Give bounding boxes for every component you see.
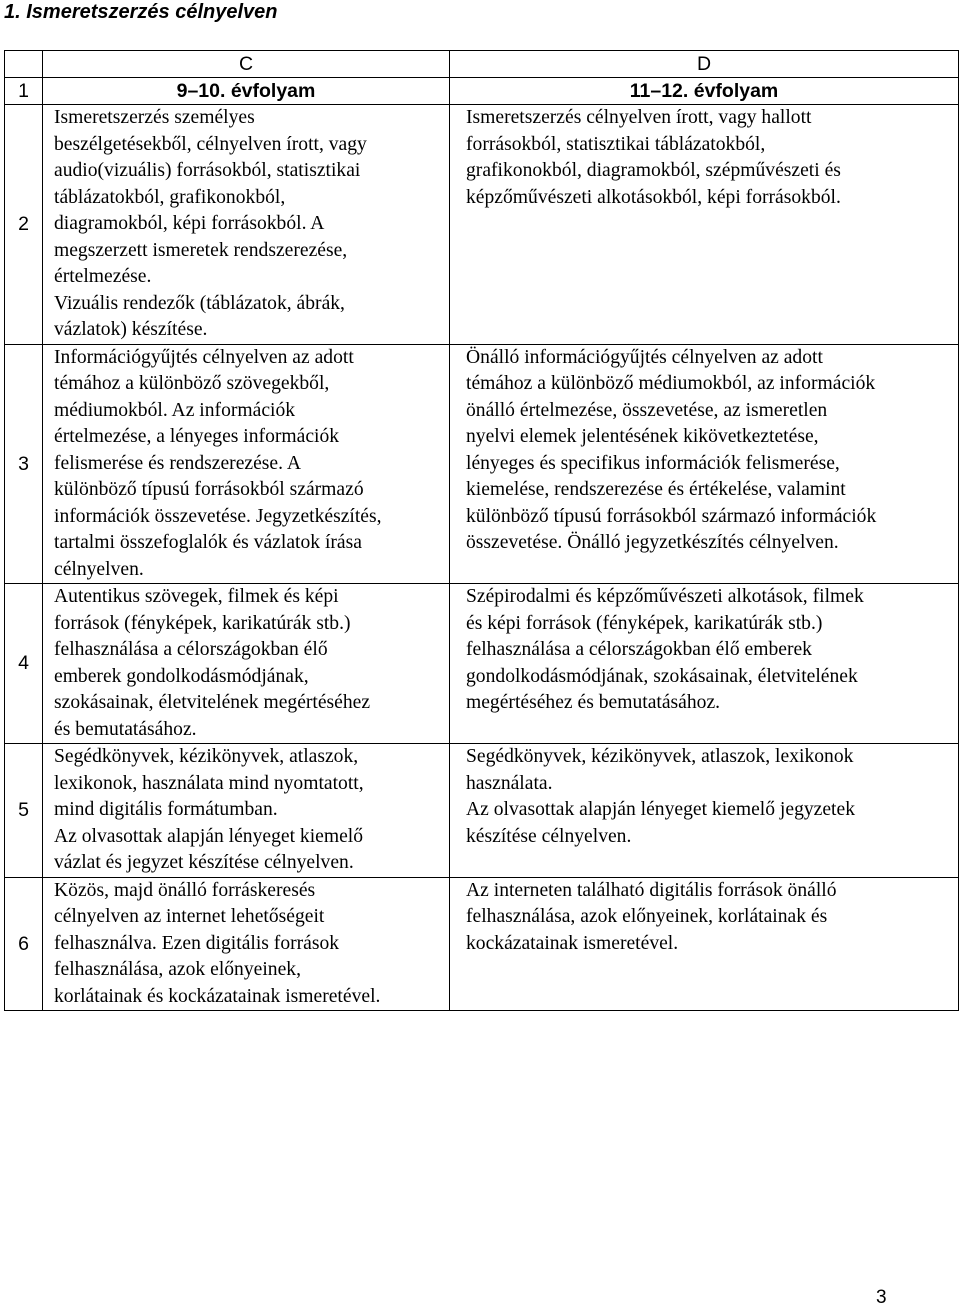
grade-9-10-cell	[43, 744, 450, 878]
cell-text-line: Szépirodalmi és képzőművészeti alkotások, filmek	[466, 586, 864, 607]
cell-text-line: megértéséhez és bemutatásához.	[466, 692, 721, 713]
cell-text-line: felhasználása a célországokban élő emberek	[466, 639, 812, 660]
cell-text-line: kiemelése, rendszerezése és értékelése, valamint	[466, 479, 846, 500]
row-number: 6	[5, 877, 43, 1011]
cell-text-line: célnyelven.	[54, 558, 144, 580]
grade-11-12-cell	[450, 344, 959, 584]
cell-text-line: diagramokból, képi forrásokból. A	[54, 213, 325, 234]
cell-text-line: és bemutatásához.	[54, 718, 197, 740]
cell-text-line: témához a különböző szövegekből,	[54, 373, 330, 394]
cell-text-line: korlátainak és kockázatainak ismeretével.	[54, 985, 381, 1007]
row-number: 2	[5, 105, 43, 345]
cell-text-line: audio(vizuális) forrásokból, statisztikai	[54, 160, 361, 181]
cell-text-line: használata.	[466, 772, 553, 794]
grade-11-12-cell	[450, 877, 959, 1011]
column-d-header: D	[450, 51, 959, 78]
cell-text-line: lényeges és specifikus információk felismerése,	[466, 452, 840, 474]
grade-9-10-cell	[43, 877, 450, 1011]
table-row	[5, 105, 959, 345]
row-number: 5	[5, 744, 43, 878]
cell-text-line: Segédkönyvek, kézikönyvek, atlaszok,	[54, 746, 359, 767]
table-row	[5, 877, 959, 1011]
row-number: 3	[5, 344, 43, 584]
cell-text-line: forrásokból, statisztikai táblázatokból,	[466, 133, 766, 155]
cell-text-line: források (fényképek, karikatúrák stb.)	[54, 612, 351, 634]
curriculum-table	[4, 50, 959, 1011]
cell-text-line: Ismeretszerzés személyes	[54, 107, 255, 128]
cell-text-line: beszélgetésekből, célnyelven írott, vagy	[54, 133, 367, 155]
table-row	[5, 744, 959, 878]
cell-text-line: vázlat és jegyzet készítése célnyelven.	[54, 852, 354, 873]
cell-text-line: felhasználva. Ezen digitális források	[54, 932, 340, 954]
cell-text-line: felhasználása, azok előnyeinek,	[54, 959, 301, 980]
cell-text-line: gondolkodásmódjának, szokásainak, életvitelének	[466, 665, 858, 687]
cell-text-line: értelmezése.	[54, 266, 152, 287]
cell-text-line: Autentikus szövegek, filmek és képi	[54, 586, 339, 607]
grade-11-12-cell	[450, 584, 959, 744]
cell-text-line: készítése célnyelven.	[466, 825, 632, 847]
cell-text-line: kockázatainak ismeretével.	[466, 932, 679, 954]
cell-text-line: Segédkönyvek, kézikönyvek, atlaszok, lexikonok	[466, 746, 854, 767]
cell-text-line: felismerése és rendszerezése. A	[54, 452, 301, 474]
table-row	[5, 584, 959, 744]
section-heading: 1. Ismeretszerzés célnyelven	[4, 1, 278, 23]
cell-text-line: nyelvi elemek jelentésének kikövetkeztetése,	[466, 426, 819, 447]
row-number-header	[5, 51, 43, 78]
cell-text-line: összevetése. Önálló jegyzetkészítés célnyelven.	[466, 532, 839, 553]
column-letter-row	[5, 51, 959, 78]
cell-text-line: célnyelven az internet lehetőségeit	[54, 906, 325, 927]
cell-text-line: megszerzett ismeretek rendszerezése,	[54, 239, 348, 261]
cell-text-line: tartalmi összefoglalók és vázlatok írása	[54, 532, 362, 553]
grade-11-12-cell	[450, 744, 959, 878]
cell-text-line: Az olvasottak alapján lényeget kiemelő jegyzetek	[466, 799, 855, 820]
cell-text-line: képzőművészeti alkotásokból, képi forrásokból.	[466, 186, 841, 208]
cell-text-line: szokásainak, életvitelének megértéséhez	[54, 692, 371, 713]
cell-text-line: különböző típusú forrásokból származó	[54, 479, 364, 500]
cell-text-line: grafikonokból, diagramokból, szépművészeti és	[466, 160, 841, 181]
cell-text-line: értelmezése, a lényeges információk	[54, 426, 340, 447]
cell-text-line: táblázatokból, grafikonokból,	[54, 186, 286, 208]
row-number: 4	[5, 584, 43, 744]
cell-text-line: médiumokból. Az információk	[54, 399, 296, 421]
grade-c-label: 9–10. évfolyam	[43, 78, 450, 105]
cell-text-line: lexikonok, használata mind nyomtatott,	[54, 772, 364, 794]
cell-text-line: Az olvasottak alapján lényeget kiemelő	[54, 825, 364, 847]
grade-9-10-cell	[43, 344, 450, 584]
row-number: 1	[5, 78, 43, 105]
column-c-header: C	[43, 51, 450, 78]
cell-text-line: Ismeretszerzés célnyelven írott, vagy hallott	[466, 107, 812, 128]
cell-text-line: mind digitális formátumban.	[54, 799, 278, 820]
grade-9-10-cell	[43, 584, 450, 744]
grade-9-10-cell	[43, 105, 450, 345]
cell-text-line: információk összevetése. Jegyzetkészítés,	[54, 505, 382, 527]
cell-text-line: témához a különböző médiumokból, az információk	[466, 373, 876, 394]
cell-text-line: felhasználása, azok előnyeinek, korlátainak és	[466, 906, 828, 927]
cell-text-line: önálló értelmezése, összevetése, az ismeretlen	[466, 399, 828, 421]
cell-text-line: vázlatok) készítése.	[54, 319, 208, 340]
grade-d-label: 11–12. évfolyam	[450, 78, 959, 105]
page-number: 3	[876, 1287, 887, 1308]
cell-text-line: és képi források (fényképek, karikatúrák stb.)	[466, 612, 823, 634]
cell-text-line: emberek gondolkodásmódjának,	[54, 665, 309, 687]
grade-row	[5, 78, 959, 105]
table-row	[5, 344, 959, 584]
cell-text-line: Információgyűjtés célnyelven az adott	[54, 346, 354, 368]
grade-11-12-cell	[450, 105, 959, 345]
cell-text-line: Az interneten található digitális források önálló	[466, 879, 837, 901]
cell-text-line: Közös, majd önálló forráskeresés	[54, 879, 316, 901]
cell-text-line: felhasználása a célországokban élő	[54, 639, 328, 660]
cell-text-line: Vizuális rendezők (táblázatok, ábrák,	[54, 292, 345, 314]
cell-text-line: különböző típusú forrásokból származó információk	[466, 505, 877, 527]
cell-text-line: Önálló információgyűjtés célnyelven az adott	[466, 346, 823, 368]
